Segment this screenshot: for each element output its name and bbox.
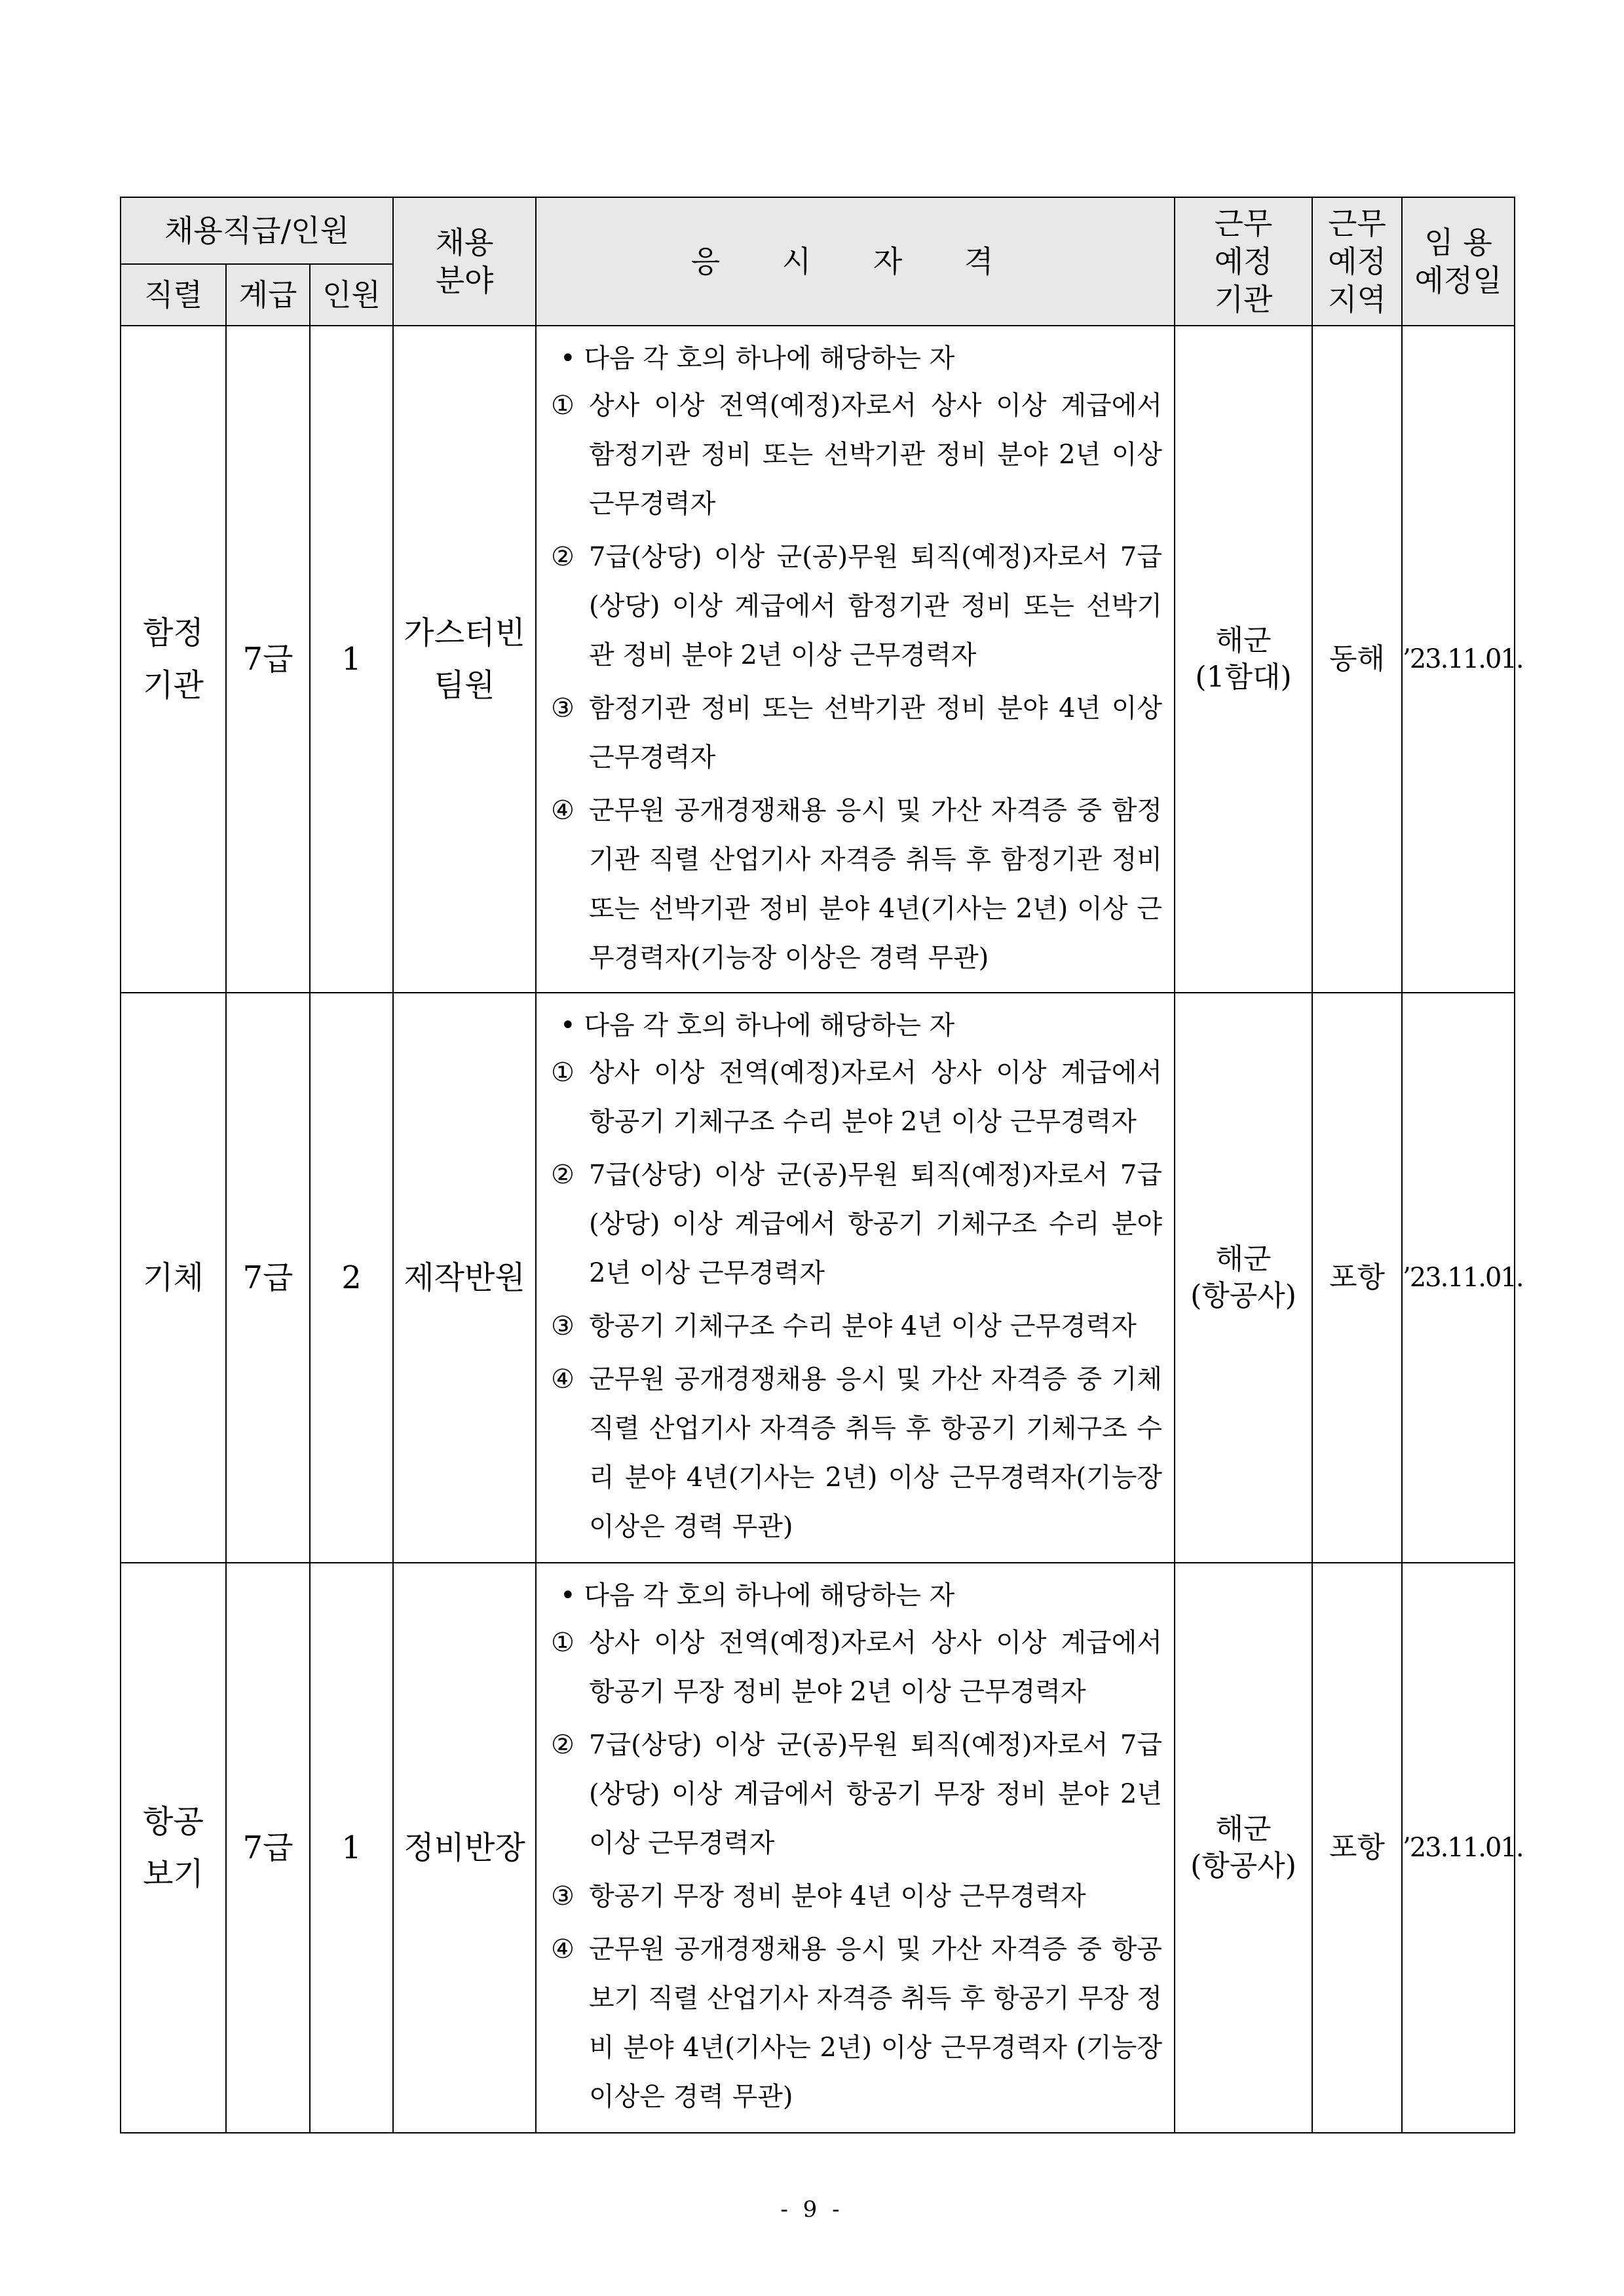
qualification-cell xyxy=(536,993,1175,1563)
item-number: ② xyxy=(551,1160,575,1190)
item-text: 7급(상당) 이상 군(공)무원 퇴직(예정)자로서 7급(상당) 이상 계급에서 함정기관 정비 또는 선박기관 정비 분야 2년 이상 근무경력자 xyxy=(589,542,1163,670)
qualification-intro: • 다음 각 호의 하나에 해당하는 자 xyxy=(560,343,955,373)
agency-cell xyxy=(1175,1563,1312,2133)
agency-line: (항공사) xyxy=(1190,1279,1296,1312)
header-date-line: 임 용 xyxy=(1424,225,1492,260)
count-cell: 2 xyxy=(310,993,393,1563)
item-text: 함정기관 정비 또는 선박기관 정비 분야 4년 이상 근무경력자 xyxy=(589,693,1163,773)
header-date-line: 예정일 xyxy=(1414,263,1502,298)
series-line: 함정 xyxy=(143,615,204,651)
header-agency-line: 근무 xyxy=(1214,206,1273,241)
agency-cell xyxy=(1175,993,1312,1563)
item-number: ① xyxy=(551,1628,575,1658)
item-text: 상사 이상 전역(예정)자로서 상사 이상 계급에서 함정기관 정비 또는 선박기관 정비 분야 2년 이상 근무경력자 xyxy=(589,391,1163,519)
series-line: 기체 xyxy=(143,1259,204,1296)
count-cell: 1 xyxy=(310,326,393,993)
date-cell: ’23.11.01. xyxy=(1402,1563,1515,2133)
agency-line: 해군 xyxy=(1215,1812,1272,1846)
agency-line: (항공사) xyxy=(1190,1849,1296,1883)
qualification-item xyxy=(551,381,1162,529)
field-cell xyxy=(393,993,536,1563)
item-text: 군무원 공개경쟁채용 응시 및 가산 자격증 중 함정기관 직렬 산업기사 자격증 취득 후 함정기관 정비 또는 선박기관 정비 분야 4년(기사는 2년) 이상 근무경력자(기능장 이상은 경력 무관) xyxy=(589,795,1163,973)
header-date xyxy=(1402,197,1515,326)
date-cell: ’23.11.01. xyxy=(1402,993,1515,1563)
series-cell xyxy=(121,993,226,1563)
item-number: ① xyxy=(551,1058,575,1088)
item-text: 상사 이상 전역(예정)자로서 상사 이상 계급에서 항공기 무장 정비 분야 2년 이상 근무경력자 xyxy=(589,1628,1163,1707)
grade-cell: 7급 xyxy=(226,1563,310,2133)
field-line: 팀원 xyxy=(434,667,495,704)
item-number: ③ xyxy=(551,693,575,723)
header-agency-line: 기관 xyxy=(1214,282,1273,317)
count-cell: 1 xyxy=(310,1563,393,2133)
qualification-intro: • 다음 각 호의 하나에 해당하는 자 xyxy=(560,1010,955,1041)
header-field xyxy=(393,197,536,326)
region-cell: 동해 xyxy=(1312,326,1402,993)
qualification-item xyxy=(551,1618,1162,1717)
header-qualification: 응 시 자 격 xyxy=(536,197,1175,326)
item-text: 상사 이상 전역(예정)자로서 상사 이상 계급에서 항공기 기체구조 수리 분야 2년 이상 근무경력자 xyxy=(589,1058,1163,1137)
item-number: ① xyxy=(551,391,575,421)
qualification-item xyxy=(551,1048,1162,1147)
qualification-item xyxy=(551,786,1162,983)
header-agency xyxy=(1175,197,1312,326)
item-number: ④ xyxy=(551,795,575,826)
qualification-item xyxy=(551,1151,1162,1298)
qualification-item xyxy=(551,533,1162,680)
qualification-intro-text: 다음 각 호의 하나에 해당하는 자 xyxy=(584,1580,955,1611)
region-cell: 포항 xyxy=(1312,1563,1402,2133)
header-region xyxy=(1312,197,1402,326)
item-number: ④ xyxy=(551,1364,575,1394)
field-cell xyxy=(393,1563,536,2133)
qualification-intro: • 다음 각 호의 하나에 해당하는 자 xyxy=(560,1580,955,1611)
item-text: 군무원 공개경쟁채용 응시 및 가산 자격증 중 항공보기 직렬 산업기사 자격증 취득 후 항공기 무장 정비 분야 4년(기사는 2년) 이상 근무경력자 (기능장 이상은 경력 무관) xyxy=(589,1934,1163,2112)
grade-cell: 7급 xyxy=(226,993,310,1563)
item-number: ③ xyxy=(551,1311,575,1341)
region-cell: 포항 xyxy=(1312,993,1402,1563)
header-region-line: 지역 xyxy=(1328,282,1386,317)
item-number: ② xyxy=(551,1730,575,1760)
item-text: 군무원 공개경쟁채용 응시 및 가산 자격증 중 기체 직렬 산업기사 자격증 취득 후 항공기 기체구조 수리 분야 4년(기사는 2년) 이상 근무경력자(기능장 이상은 경력 무관) xyxy=(589,1364,1163,1542)
series-cell xyxy=(121,1563,226,2133)
qualification-item xyxy=(551,1355,1162,1552)
item-number: ② xyxy=(551,542,575,572)
qualification-item xyxy=(551,1872,1162,1921)
table-row xyxy=(121,326,1515,993)
item-text: 7급(상당) 이상 군(공)무원 퇴직(예정)자로서 7급(상당) 이상 계급에서 항공기 무장 정비 분야 2년 이상 근무경력자 xyxy=(589,1730,1163,1858)
series-line: 항공 xyxy=(143,1803,204,1840)
qualification-intro-text: 다음 각 호의 하나에 해당하는 자 xyxy=(584,1010,955,1041)
qualification-item xyxy=(551,684,1162,782)
page-number: - 9 - xyxy=(780,2196,844,2223)
item-text: 7급(상당) 이상 군(공)무원 퇴직(예정)자로서 7급(상당) 이상 계급에서 항공기 기체구조 수리 분야 2년 이상 근무경력자 xyxy=(589,1160,1163,1288)
agency-line: 해군 xyxy=(1215,1242,1272,1276)
header-grade: 계급 xyxy=(226,264,310,326)
qualification-intro-text: 다음 각 호의 하나에 해당하는 자 xyxy=(584,343,955,373)
item-number: ④ xyxy=(551,1934,575,1964)
field-line: 제작반원 xyxy=(404,1259,525,1296)
field-cell xyxy=(393,326,536,993)
agency-cell xyxy=(1175,326,1312,993)
item-text: 항공기 기체구조 수리 분야 4년 이상 근무경력자 xyxy=(589,1311,1137,1341)
grade-cell: 7급 xyxy=(226,326,310,993)
header-field-line: 분야 xyxy=(435,263,494,298)
field-line: 가스터빈 xyxy=(404,615,525,651)
qualification-item xyxy=(551,1302,1162,1351)
item-number: ③ xyxy=(551,1881,575,1911)
agency-line: (1함대) xyxy=(1195,660,1292,694)
header-series: 직렬 xyxy=(121,264,226,326)
series-line: 기관 xyxy=(143,667,204,704)
qualification-cell xyxy=(536,326,1175,993)
item-text: 항공기 무장 정비 분야 4년 이상 근무경력자 xyxy=(589,1881,1086,1911)
header-region-line: 근무 xyxy=(1328,206,1386,241)
field-line: 정비반장 xyxy=(404,1829,525,1866)
qualification-item xyxy=(551,1721,1162,1868)
date-cell: ’23.11.01. xyxy=(1402,326,1515,993)
header-count: 인원 xyxy=(310,264,393,326)
qualification-cell xyxy=(536,1563,1175,2133)
table-row xyxy=(121,1563,1515,2133)
header-group: 채용직급/인원 xyxy=(121,197,393,264)
agency-line: 해군 xyxy=(1215,624,1272,657)
recruitment-table xyxy=(120,197,1523,2133)
header-region-line: 예정 xyxy=(1328,244,1386,279)
header-agency-line: 예정 xyxy=(1214,244,1273,279)
series-line: 보기 xyxy=(143,1856,204,1892)
series-cell xyxy=(121,326,226,993)
qualification-item xyxy=(551,1925,1162,2122)
header-field-line: 채용 xyxy=(435,225,494,260)
table-row xyxy=(121,993,1515,1563)
